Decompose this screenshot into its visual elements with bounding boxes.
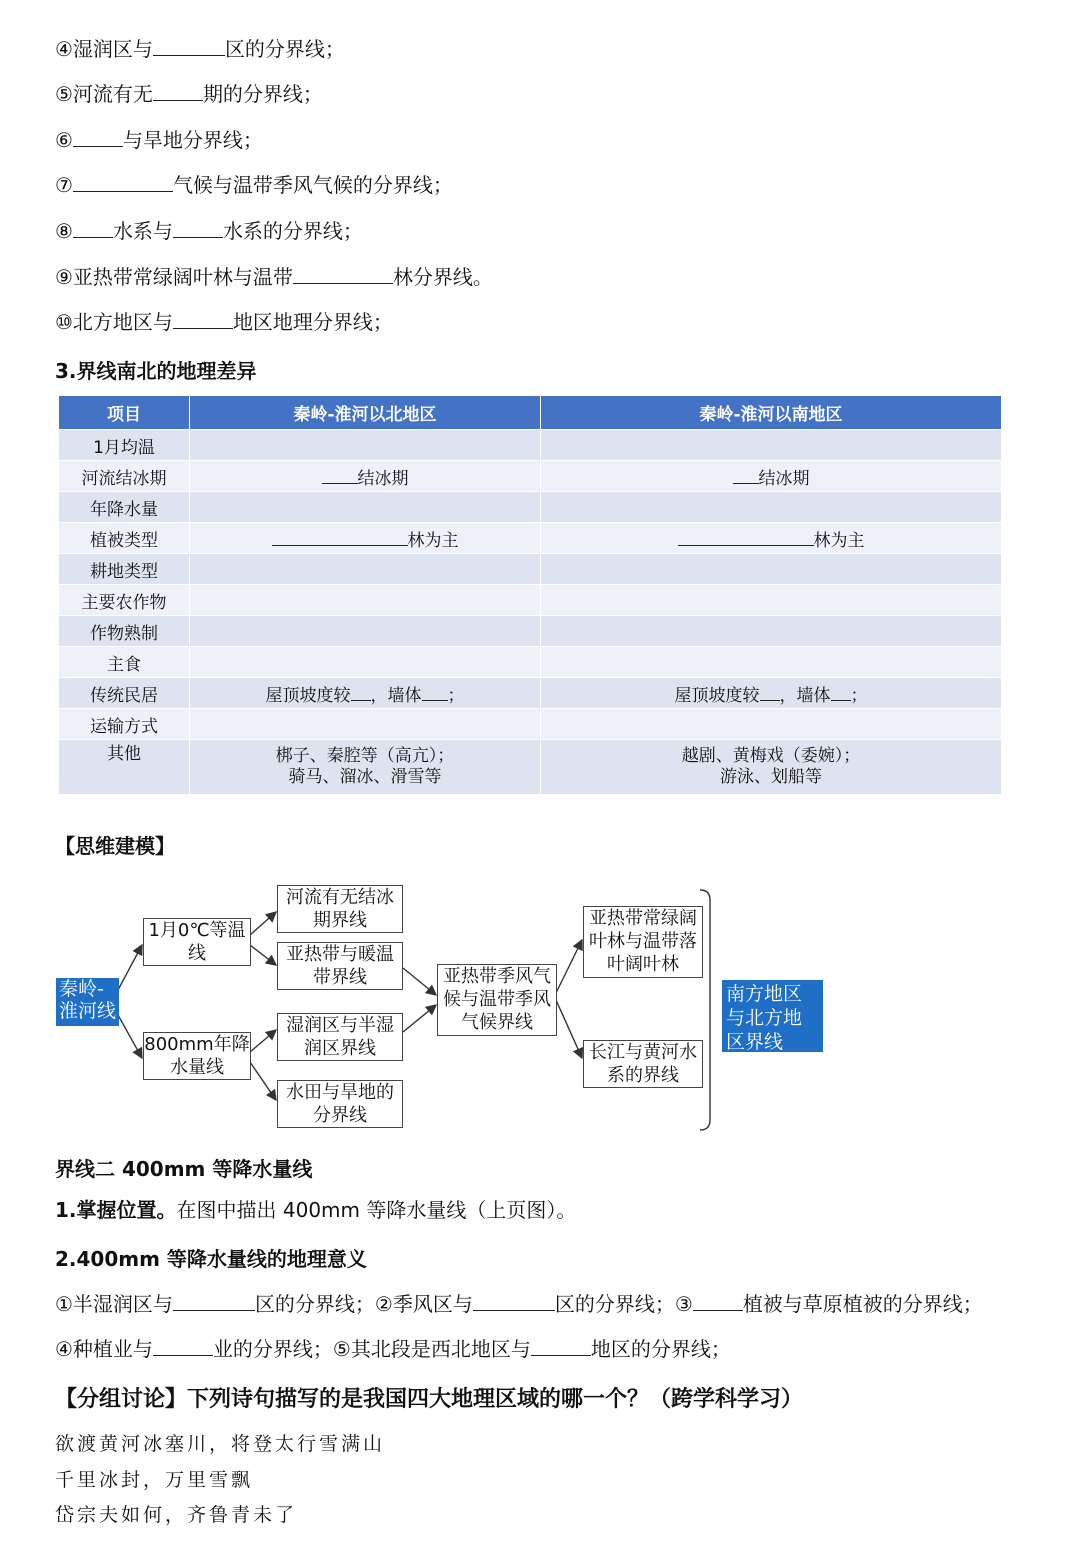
answer-blank[interactable] (153, 1335, 213, 1356)
poem-line-2: 千里冰封，万里雪飘 (55, 1469, 254, 1491)
table-row: 年降水量 (59, 492, 1002, 523)
header-north: 秦岭-淮河以北地区 (190, 396, 541, 430)
answer-blank[interactable] (473, 1290, 555, 1311)
fill-item-7: ⑦ 气候与温带季风气候的分界线； (55, 173, 453, 197)
table-row: 其他 梆子、秦腔等（高亢）； 骑马、溜冰、滑雪等 越剧、黄梅戏（委婉）； 游泳、划船等 (59, 740, 1002, 795)
humid-node: 湿润区与半湿润区界线 (277, 1013, 403, 1061)
table-row: 植被类型 林为主 林为主 (59, 523, 1002, 554)
poem-line-1: 欲渡黄河冰塞川，将登太行雪满山 (55, 1433, 386, 1455)
fill-item-8: ⑧ 水系与 水系的分界线； (55, 219, 363, 243)
fill-item-5: ⑤河流有无 期的分界线； (55, 82, 323, 106)
rivers-node: 长江与黄河水系的界线 (583, 1040, 703, 1088)
paddy-node: 水田与旱地的分界线 (277, 1080, 403, 1128)
table-row: 1月均温 (59, 430, 1002, 461)
line2-title: 界线二 400mm 等降水量线 (55, 1157, 313, 1181)
item2-title: 2.400mm 等降水量线的地理意义 (55, 1247, 367, 1271)
rainfall-800-node: 800mm年降水量线 (144, 1034, 250, 1078)
header-south: 秦岭-淮河以南地区 (541, 396, 1002, 430)
table-row: 主要农作物 (59, 585, 1002, 616)
fill-item-9: ⑨亚热带常绿阔叶林与温带 林分界线。 (55, 265, 493, 289)
section3-title: 3.界线南北的地理差异 (55, 359, 257, 383)
fill-item-6: ⑥ 与旱地分界线； (55, 128, 263, 152)
poem-line-3: 岱宗夫如何，齐鲁青未了 (55, 1504, 298, 1526)
answer-blank[interactable] (693, 1290, 743, 1311)
header-item: 项目 (59, 396, 190, 430)
answer-blank[interactable] (173, 1290, 255, 1311)
item1: 1.掌握位置。在图中描出 400mm 等降水量线（上页图）。 (55, 1198, 577, 1222)
jan-isotherm-node: 1月0℃等温线 (143, 918, 251, 966)
table-row: 主食 (59, 647, 1002, 678)
forest-node: 亚热带常绿阔叶林与温带落叶阔叶林 (583, 906, 703, 978)
answer-blank[interactable] (531, 1335, 591, 1356)
meaning-row-2: ④种植业与 业的分界线；⑤其北段是西北地区与 地区的分界线； (55, 1337, 731, 1361)
discussion-title: 【分组讨论】下列诗句描写的是我国四大地理区域的哪一个？（跨学科学习） (55, 1387, 804, 1412)
root-node: 秦岭-淮河线 (56, 978, 119, 1026)
climate-node: 亚热带季风气候与温带季风气候界线 (437, 964, 557, 1036)
fill-item-4: ④湿润区与 区的分界线； (55, 37, 345, 61)
fill-item-10: ⑩北方地区与 地区地理分界线； (55, 310, 393, 334)
modeling-title: 【思维建模】 (55, 834, 175, 858)
result-node: 南方地区与北方地区界线 (722, 980, 823, 1052)
river-freeze-node: 河流有无结冰期界线 (277, 885, 403, 933)
meaning-row-1: ①半湿润区与 区的分界线；②季风区与 区的分界线；③ 植被与草原植被的分界线； (55, 1292, 983, 1316)
subtropic-node: 亚热带与暖温带界线 (277, 942, 403, 990)
table-row: 作物熟制 (59, 616, 1002, 647)
table-row: 河流结冰期 结冰期 结冰期 (59, 461, 1002, 492)
table-row: 耕地类型 (59, 554, 1002, 585)
table-row: 传统民居 屋顶坡度较 ，墙体 ； 屋顶坡度较 ，墙体 ； (59, 678, 1002, 709)
table-row: 运输方式 (59, 709, 1002, 740)
